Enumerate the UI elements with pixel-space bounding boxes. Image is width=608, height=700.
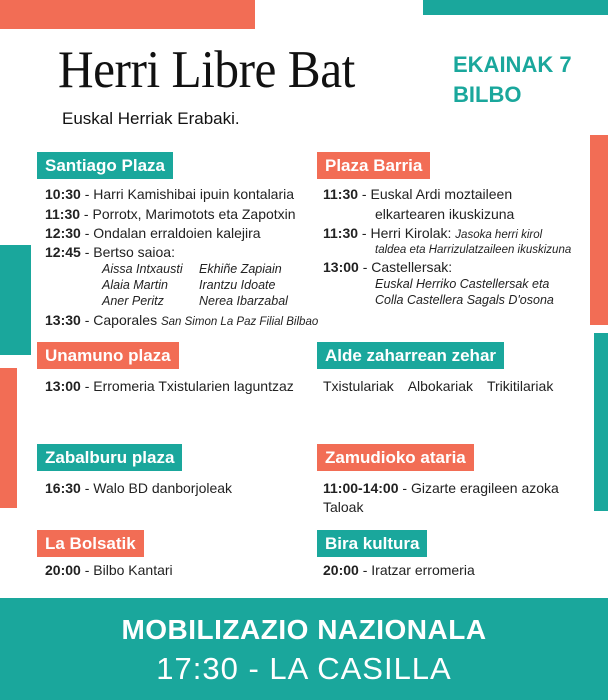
activity-continued: elkartearen ikuskizuna [375,206,515,222]
decor-coral-top-left [0,0,255,29]
decor-teal-right-mid [594,333,608,511]
activity: Castellersak: [371,259,453,275]
activity-continued: Taloak [323,499,364,515]
section-header-barria: Plaza Barria [317,152,430,179]
time: 12:30 [45,225,81,241]
section-header-alde-zaharra: Alde zaharrean zehar [317,342,504,369]
activity: Ondalan erraldoien kalejira [93,225,261,241]
activity: Caporales [93,312,158,328]
date-location [453,50,572,110]
activity: Walo BD danborjoleak [93,480,233,496]
schedule-row: 10:30 - Harri Kamishibai ipuin kontalaria [45,186,295,202]
bertsolari-name: Aner Peritz [102,294,164,308]
decor-teal-top-right [423,0,608,15]
performer: Albokariak [407,378,474,394]
time: 20:00 [323,562,359,578]
performer: Txistulariak [323,378,394,394]
event-city: BILBO [453,82,522,107]
performer: Trikitilariak [486,378,554,394]
schedule-row: 13:30 - Caporales San Simon La Paz Filial Bilbao [45,312,319,328]
activity: Erromeria Txistularien laguntzaz [93,378,294,394]
activity-note: Jasoka herri kirol [455,229,543,241]
time: 11:30 [323,225,359,241]
bertsolari-name: Alaia Martin [102,278,168,292]
schedule-row: 11:30 - Herri Kirolak: Jasoka herri kirol [323,225,543,241]
bertsolari-name: Nerea Ibarzabal [199,294,288,308]
schedule-row: 13:00 - Erromeria Txistularien laguntzaz [45,378,294,394]
activity: Euskal Ardi moztaileen [370,186,513,202]
section-header-zabalburu: Zabalburu plaza [37,444,182,471]
bertsolari-name: Aissa Intxausti [102,262,183,276]
event-date: EKAINAK 7 [453,52,572,77]
activity-note: San Simon La Paz Filial Bilbao [160,316,319,328]
schedule-row: 11:00-14:00 - Gizarte eragileen azoka [323,480,559,496]
schedule-row: 13:00 - Castellersak: [323,259,453,275]
footer-headline: MOBILIZAZIO NAZIONALA [121,614,487,645]
time: 12:45 [45,244,81,260]
time: 11:30 [323,186,359,202]
section-header-zamudio: Zamudioko ataria [317,444,474,471]
activity-note: Colla Castellera Sagals D'osona [375,293,554,307]
schedule-row: 20:00 - Bilbo Kantari [45,562,173,578]
section-header-bira: Bira kultura [317,530,427,557]
time: 13:00 [323,259,359,275]
decor-coral-right-top [590,135,608,325]
schedule-row: 20:00 - Iratzar erromeria [323,562,475,578]
time: 13:30 [45,312,81,328]
activity: Gizarte eragileen azoka [410,480,559,496]
decor-coral-left-mid [0,368,17,508]
time: 20:00 [45,562,81,578]
schedule-row: 12:30 - Ondalan erraldoien kalejira [45,225,261,241]
activity: Iratzar erromeria [371,562,475,578]
activity-note: taldea eta Harrizulatzaileen ikuskizuna [375,244,572,256]
event-title: Herri Libre Bat [58,41,355,99]
schedule-row: 16:30 - Walo BD danborjoleak [45,480,233,496]
bertsolari-name: Ekhiñe Zapiain [199,262,282,276]
event-subtitle: Euskal Herriak Erabaki. [62,109,240,128]
schedule-row: 11:30 - Euskal Ardi moztaileen [323,186,513,202]
performer-list [323,377,553,395]
section-header-santiago: Santiago Plaza [37,152,173,179]
activity-note: Euskal Herriko Castellersak eta [375,277,550,291]
footer-time-place: 17:30 - LA CASILLA [156,651,452,686]
section-header-bolsa: La Bolsatik [37,530,144,557]
schedule-row: 12:45 - Bertso saioa: [45,244,175,260]
activity: Harri Kamishibai ipuin kontalaria [93,186,295,202]
activity: Porrotx, Marimotots eta Zapotxin [92,206,296,222]
decor-teal-left-mid [0,245,31,355]
schedule-row: 11:30 - Porrotx, Marimotots eta Zapotxin [45,206,296,222]
time: 13:00 [45,378,81,394]
bertsolari-name: Irantzu Idoate [199,278,276,292]
activity: Bilbo Kantari [93,562,173,578]
section-header-unamuno: Unamuno plaza [37,342,179,369]
time: 10:30 [45,186,81,202]
time: 11:00-14:00 [323,480,399,496]
activity: Bertso saioa: [93,244,175,260]
time: 16:30 [45,480,81,496]
activity: Herri Kirolak: [370,225,452,241]
time: 11:30 [45,206,81,222]
